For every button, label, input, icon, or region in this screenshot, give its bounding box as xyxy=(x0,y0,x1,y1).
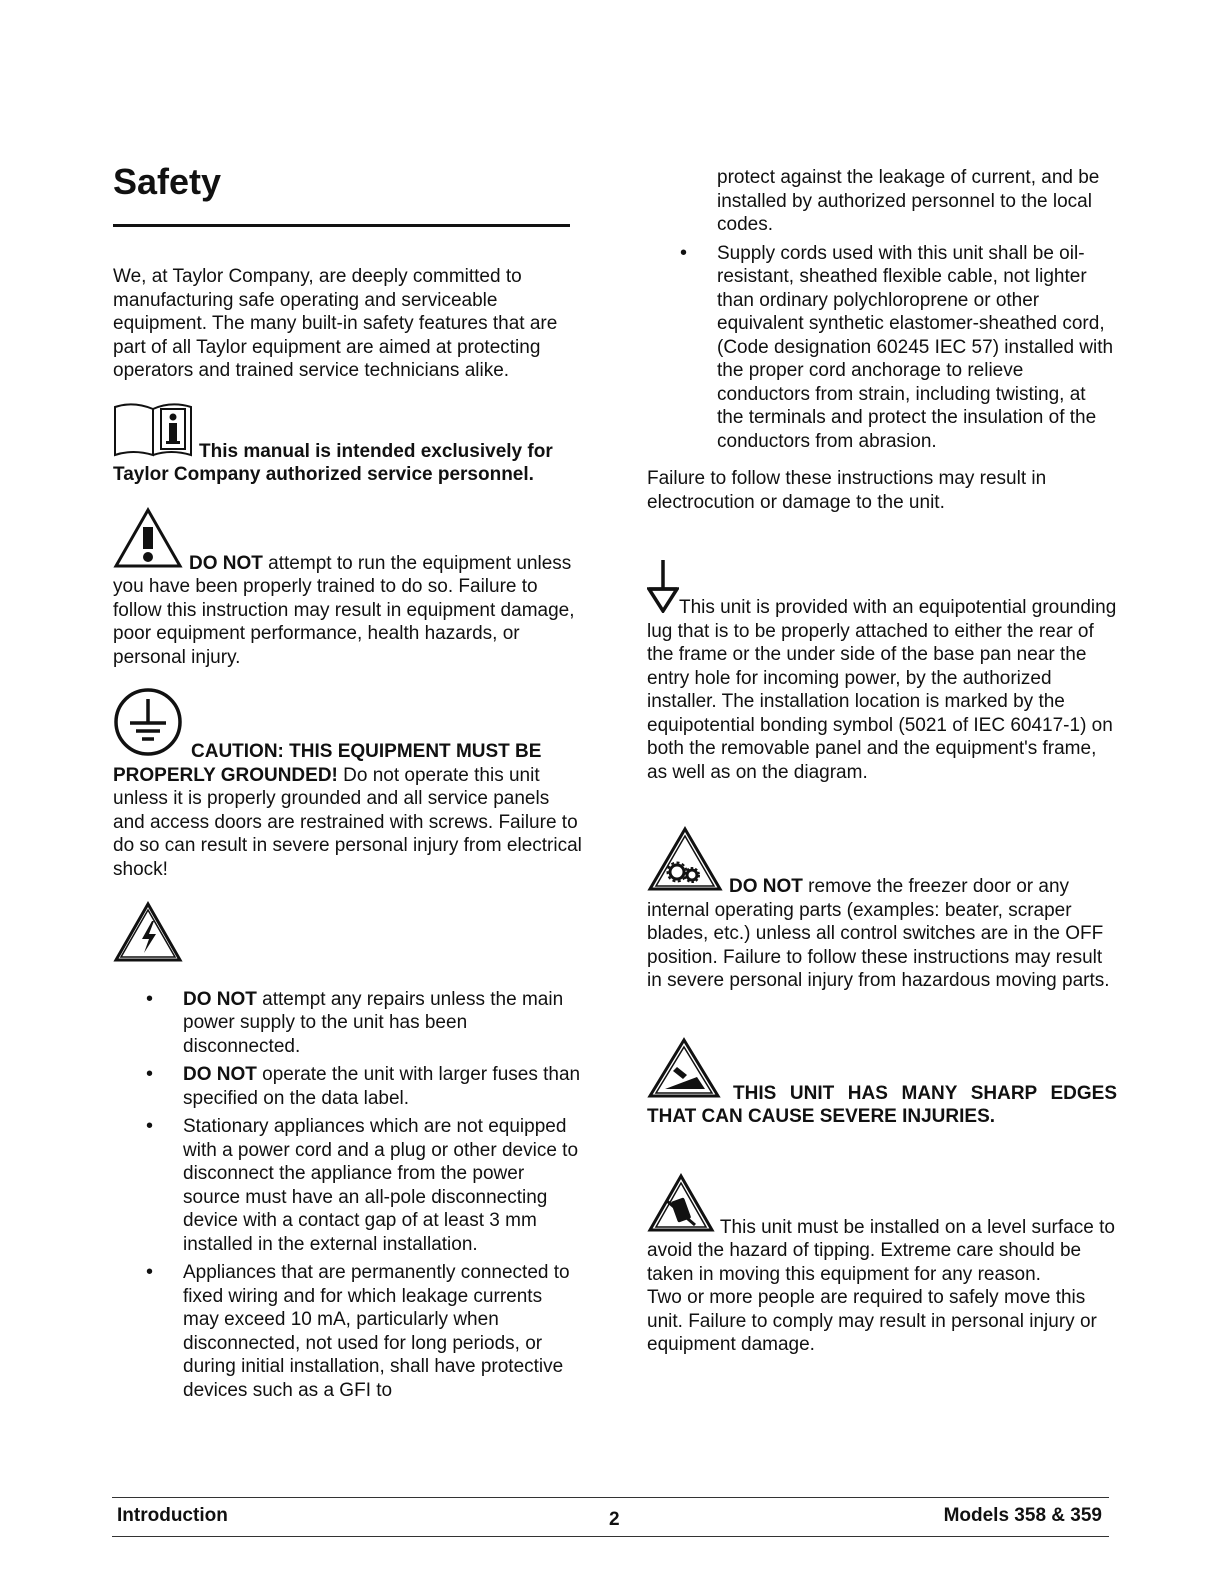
footer-section: Introduction xyxy=(117,1505,228,1526)
electrical-hazard-icon xyxy=(113,901,183,970)
level-surface-notice: This unit must be installed on a level surface to avoid the hazard of tipping. Extreme care should be taken in moving this equipment for any reason. xyxy=(647,1173,1117,1287)
sharp-edges-hazard-icon xyxy=(647,1037,721,1106)
manual-info-icon xyxy=(113,401,193,464)
moving-parts-hazard-icon xyxy=(647,826,723,899)
list-item: • DO NOT attempt any repairs unless the main power supply to the unit has been disconnected. xyxy=(146,987,564,1057)
list-item: • DO NOT operate the unit with larger fuses than specified on the data label. xyxy=(146,1063,581,1109)
two-people-notice: Two or more people are required to safely move this unit. Failure to comply may result in personal injury or equipment damage. xyxy=(647,1287,1097,1355)
electrical-bullet-list xyxy=(113,988,583,1403)
bullet-dot: • xyxy=(146,1115,154,1137)
warning-exclamation-icon xyxy=(113,507,183,576)
training-warning: DO NOT attempt to run the equipment unless you have been properly trained to do so. Failure to follow this instruction may result in equipment damage, poor equipment performance, health hazards, or personal injury. xyxy=(113,507,583,670)
list-item: • Supply cords used with this unit shall be oil-resistant, sheathed flexible cable, not lighter than ordinary polychloroprene or other equivalent synthetic elastomer-sheathed cord, (Code designation 60245 IEC 57) installed with the proper cord anchorage to relieve conductors from strain, including twisting, at the terminals and protect the insulation of the conductors from abrasion. xyxy=(680,241,1114,452)
page-title: Safety xyxy=(113,161,222,202)
bullet-dot: • xyxy=(146,1261,154,1283)
intro-paragraph: We, at Taylor Company, are deeply committed to manufacturing safe operating and serviceable equipment. The many built-in safety features that are part of all Taylor equipment are aimed at protecting operators and trained service technicians alike. xyxy=(113,266,558,381)
footer-models: Models 358 & 359 xyxy=(943,1505,1102,1526)
left-column xyxy=(113,160,583,1407)
ground-symbol-icon xyxy=(113,687,185,764)
tipping-hazard-icon xyxy=(647,1173,715,1240)
bullet-dot: • xyxy=(146,987,154,1010)
equipotential-bonding-icon xyxy=(647,559,679,620)
electrical-hazard-section xyxy=(113,901,583,1402)
page-number: 2 xyxy=(609,1509,620,1530)
list-item: • Stationary appliances which are not equipped with a power cord and a plug or other device to disconnect the appliance from the power source must have an all-pole disconnecting device with a contact gap of at least 3 mm installed in the external installation. xyxy=(146,1115,579,1255)
right-column xyxy=(647,166,1117,1357)
list-item: • Appliances that are permanently connected to fixed wiring and for which leakage currents may exceed 10 mA, particularly when disconnected, not used for long periods, or during initial installation, shall have protective devices such as a GFI to xyxy=(146,1261,570,1401)
manual-notice: This manual is intended exclusively for Taylor Company authorized service personnel. xyxy=(113,401,583,487)
page-footer xyxy=(112,1497,1109,1537)
bullet-continuation: protect against the leakage of current, and be installed by authorized personnel to the local codes. xyxy=(717,167,1100,235)
sharp-edges-warning: THIS UNIT HAS MANY SHARP EDGES THAT CAN CAUSE SEVERE INJURIES. xyxy=(647,1037,1117,1129)
supply-cord-list xyxy=(647,242,1117,454)
title-underline xyxy=(113,224,570,227)
bullet-dot: • xyxy=(146,1063,154,1085)
failure-note: Failure to follow these instructions may result in electrocution or damage to the unit. xyxy=(647,468,1047,513)
equipotential-notice: This unit is provided with an equipotential grounding lug that is to be properly attached to either the rear of the frame or the under side of the base pan near the entry hole for incoming power, by the authorized installer. The installation location is marked by the equipotential bonding symbol (5021 of IEC 60417-1) on both the removable panel and the equipment's frame, as well as on the diagram. xyxy=(647,559,1117,784)
bullet-dot: • xyxy=(680,241,688,264)
moving-parts-warning: DO NOT remove the freezer door or any internal operating parts (examples: beater, scraper blades, etc.) unless all control switches are in the OFF position. Failure to follow these instructions may result in severe personal injury from hazardous moving parts. xyxy=(647,826,1117,993)
grounding-caution: CAUTION: THIS EQUIPMENT MUST BE PROPERLY GROUNDED! Do not operate this unit unless it is properly grounded and all service panels and access doors are restrained with screws. Failure to do so can result in severe personal injury from electrical shock! xyxy=(113,687,583,881)
